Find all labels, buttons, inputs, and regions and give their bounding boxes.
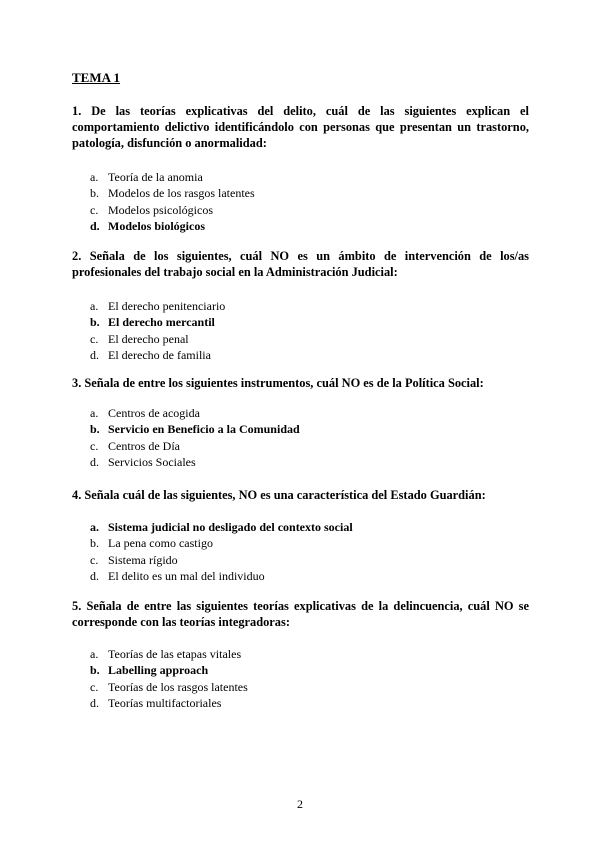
section-title: TEMA 1 [72,70,121,85]
option [72,695,529,711]
option [72,331,529,347]
option-text: Modelos de los rasgos latentes [108,186,255,201]
option-correct [72,519,529,535]
question-text: 3. Señala de entre los siguientes instrumentos, cuál NO es de la Política Social: [72,376,484,390]
question-text: 4. Señala cuál de las siguientes, NO es una característica del Estado Guardián: [72,488,486,502]
option-letter: a. [90,520,99,534]
option-text: La pena como castigo [108,536,213,551]
option-text: Centros de Día [108,438,180,453]
option-letter: c. [90,679,99,694]
option-text: Teorías de las etapas vitales [108,647,242,661]
option-letter: b. [90,315,100,330]
question-3 [72,375,529,471]
option-letter: b. [90,663,100,678]
option [72,185,529,201]
options-list [72,298,529,364]
options-list [72,169,529,235]
option-text: Sistema rígido [108,552,178,567]
option-text: Modelos biológicos [108,219,206,234]
option-correct [72,662,529,678]
option [72,405,529,421]
option-letter: c. [90,438,99,453]
option-text: El derecho penal [108,331,189,346]
question-4 [72,487,529,585]
option-text: El derecho de familia [108,348,211,363]
option [72,646,529,662]
option-letter: b. [90,186,99,201]
option-letter: b. [90,422,100,437]
option-text: Servicios Sociales [108,455,196,470]
option [72,454,529,470]
option-letter: d. [90,219,100,234]
option-text: Servicio en Beneficio a la Comunidad [108,422,300,437]
option-letter: d. [90,348,99,363]
option-letter: b. [90,536,99,551]
options-list [72,519,529,585]
option-text: Labelling approach [108,663,209,678]
option [72,535,529,551]
option [72,552,529,568]
option-text: Centros de acogida [108,406,200,420]
option-text: El derecho penitenciario [108,299,226,313]
option-text: Sistema judicial no desligado del contexto social [108,520,353,534]
option-letter: d. [90,696,99,711]
option [72,347,529,363]
options-list [72,405,529,471]
option-text: Teorías de los rasgos latentes [108,679,248,694]
option-text: Teoría de la anomia [108,170,203,184]
option-text: Modelos psicológicos [108,202,213,217]
question-2 [72,248,529,364]
option [72,438,529,454]
option-text: El delito es un mal del individuo [108,569,265,584]
option-letter: a. [90,647,99,661]
option-letter: c. [90,331,99,346]
question-5 [72,598,529,712]
option-letter: a. [90,170,99,184]
option-text: El derecho mercantil [108,315,215,330]
option-letter: d. [90,455,99,470]
option-correct [72,421,529,437]
option [72,298,529,314]
question-text: 2. Señala de los siguientes, cuál NO es un ámbito de intervención de los/as profesionales del trabajo social en la Administración Judicial: [72,249,529,279]
question-text: 5. Señala de entre las siguientes teorías explicativas de la delincuencia, cuál NO se corresponde con las teorías integradoras: [72,599,529,629]
option-correct [72,218,529,234]
question-1 [72,103,529,235]
page-number: 2 [297,797,303,811]
option-correct [72,314,529,330]
option-text: Teorías multifactoriales [108,696,222,711]
option-letter: a. [90,299,99,313]
option-letter: a. [90,406,99,420]
option [72,202,529,218]
options-list [72,646,529,712]
option [72,169,529,185]
option [72,568,529,584]
option-letter: c. [90,202,99,217]
option-letter: c. [90,552,99,567]
question-text: 1. De las teorías explicativas del delito, cuál de las siguientes explican el comportamiento delictivo identificándolo con personas que presentan un trastorno, patología, disfunción o anormalidad: [72,104,529,150]
option-letter: d. [90,569,99,584]
option [72,679,529,695]
